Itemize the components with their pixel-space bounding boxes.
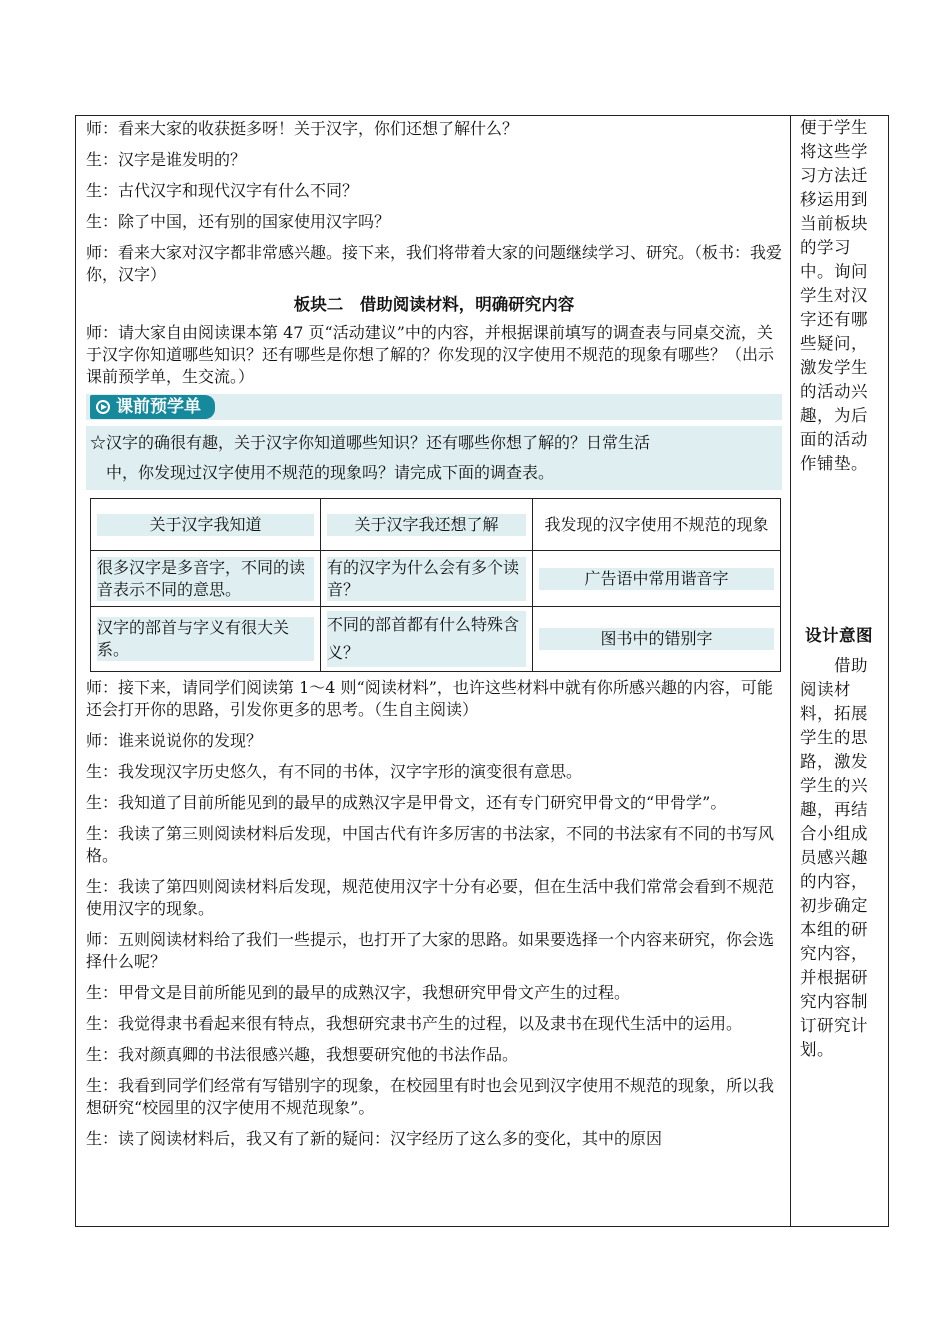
table-cell: 有的汉字为什么会有多个读音？ xyxy=(327,557,526,601)
design-intent-text: 借助阅读材料，拓展学生的思路，激发学生的兴趣，再结合小组成员感兴趣的内容，初步确定本组的研究内容，并根据研究内容制订研究计划。 xyxy=(800,656,868,1059)
dialogue-line: 生：我看到同学们经常有写错别字的现象，在校园里有时也会见到汉字使用不规范的现象，所以我想研究“校园里的汉字使用不规范现象”。 xyxy=(86,1076,775,1117)
intro-paragraph: 师：请大家自由阅读课本第 47 页“活动建议”中的内容，并根据课前填写的调查表与同桌交流，关于汉字你知道哪些知识？还有哪些是你想了解的？你发现的汉字使用不规范的现象有哪些？（出示课前预学单，生交流。） xyxy=(86,323,775,386)
survey-line: ☆汉字的确很有趣，关于汉字你知道哪些知识？还有哪些你想了解的？日常生活 xyxy=(90,433,651,452)
dialogue-line: 生：读了阅读材料后，我又有了新的疑问：汉字经历了这么多的变化，其中的原因 xyxy=(86,1129,663,1148)
table-header: 关于汉字我知道 xyxy=(97,514,314,536)
lesson-main-column xyxy=(76,116,790,1226)
survey-table xyxy=(90,498,781,672)
design-notes-column xyxy=(791,116,888,1226)
dialogue-line: 生：我发现汉字历史悠久，有不同的书体，汉字字形的演变很有意思。 xyxy=(86,762,583,781)
lesson-table xyxy=(75,115,889,1227)
dialogue-line: 生：古代汉字和现代汉字有什么不同？ xyxy=(86,181,359,200)
table-header: 我发现的汉字使用不规范的现象 xyxy=(544,514,769,534)
dialogue-line: 生：除了中国，还有别的国家使用汉字吗？ xyxy=(86,212,391,231)
side-note: 便于学生将这些学习方法迁移运用到当前板块的学习中。询问学生对汉字还有哪些疑问，激发学生的活动兴趣，为后面的活动作铺垫。 xyxy=(800,118,868,473)
dialogue-line: 生：我觉得隶书看起来很有特点，我想研究隶书产生的过程，以及隶书在现代生活中的运用。 xyxy=(86,1014,743,1033)
dialogue-line: 师：看来大家的收获挺多呀！关于汉字，你们还想了解什么？ xyxy=(86,119,519,138)
survey-prompt xyxy=(86,426,782,490)
survey-line: 中，你发现过汉字使用不规范的现象吗？请完成下面的调查表。 xyxy=(106,463,555,482)
play-circle-icon xyxy=(96,400,110,414)
banner-label: 课前预学单 xyxy=(116,397,201,417)
dialogue-line: 生：我读了第三则阅读材料后发现，中国古代有许多厉害的书法家，不同的书法家有不同的书写风格。 xyxy=(86,824,775,865)
table-header-row xyxy=(91,499,781,551)
section-heading: 板块二 借助阅读材料，明确研究内容 xyxy=(293,295,575,314)
table-cell: 广告语中常用谐音字 xyxy=(539,568,774,590)
table-cell: 很多汉字是多音字，不同的读音表示不同的意思。 xyxy=(97,557,314,601)
preview-sheet-banner xyxy=(86,394,782,420)
preview-sheet-tag xyxy=(90,395,215,419)
table-header: 关于汉字我还想了解 xyxy=(327,514,526,536)
table-cell: 图书中的错别字 xyxy=(539,628,774,650)
dialogue-line: 生：我知道了目前所能见到的最早的成熟汉字是甲骨文，还有专门研究甲骨文的“甲骨学”。 xyxy=(86,793,727,812)
dialogue-line: 师：接下来，请同学们阅读第 1～4 则“阅读材料”，也许这些材料中就有你所感兴趣的内容，可能还会打开你的思路，引发你更多的思考。（生自主阅读） xyxy=(86,678,773,719)
table-cell: 汉字的部首与字义有很大关系。 xyxy=(97,617,314,661)
dialogue-line: 师：谁来说说你的发现？ xyxy=(86,731,263,750)
table-row xyxy=(91,551,781,607)
table-row xyxy=(91,607,781,672)
design-intent-title: 设计意图 xyxy=(805,626,873,645)
dialogue-line: 生：我对颜真卿的书法很感兴趣，我想要研究他的书法作品。 xyxy=(86,1045,519,1064)
dialogue-line: 生：我读了第四则阅读材料后发现，规范使用汉字十分有必要，但在生活中我们常常会看到不规范使用汉字的现象。 xyxy=(86,877,775,918)
dialogue-line: 生：汉字是谁发明的？ xyxy=(86,150,247,169)
dialogue-line: 师：五则阅读材料给了我们一些提示，也打开了大家的思路。如果要选择一个内容来研究，你会选择什么呢？ xyxy=(86,930,775,971)
dialogue-line: 生：甲骨文是目前所能见到的最早的成熟汉字，我想研究甲骨文产生的过程。 xyxy=(86,983,631,1002)
dialogue-line: 师：看来大家对汉字都非常感兴趣。接下来，我们将带着大家的问题继续学习、研究。（板书：我爱你，汉字） xyxy=(86,243,783,284)
table-cell: 不同的部首都有什么特殊含义？ xyxy=(327,611,526,667)
